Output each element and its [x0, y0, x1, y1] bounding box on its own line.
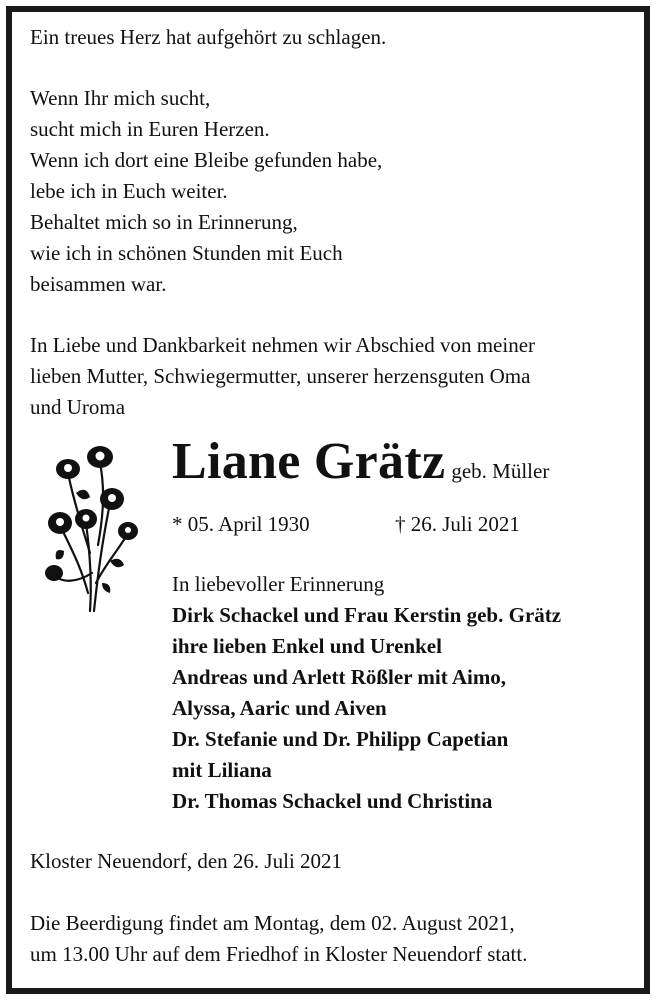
poem-line: sucht mich in Euren Herzen. — [30, 117, 270, 141]
mourner-line: ihre lieben Enkel und Urenkel — [172, 634, 442, 658]
memory-section — [172, 569, 561, 817]
birth-date: * 05. April 1930 — [172, 512, 310, 536]
mourner-line: Alyssa, Aaric und Aiven — [172, 696, 387, 720]
poem-line: Wenn ich dort eine Bleibe gefunden habe, — [30, 148, 383, 172]
place-date: Kloster Neuendorf, den 26. Juli 2021 — [30, 849, 343, 873]
poem-line: Behaltet mich so in Erinnerung, — [30, 210, 298, 234]
mourner-line: Andreas und Arlett Rößler mit Aimo, — [172, 665, 507, 689]
death-date: † 26. Juli 2021 — [395, 512, 520, 536]
farewell-line: und Uroma — [30, 395, 126, 419]
farewell-text — [30, 330, 630, 423]
poem-line: wie ich in schönen Stunden mit Euch — [30, 241, 343, 265]
mourner-line: mit Liliana — [172, 758, 272, 782]
farewell-line: In Liebe und Dankbarkeit nehmen wir Abschied von meiner — [30, 333, 536, 357]
poem-line: Wenn Ihr mich sucht, — [30, 86, 211, 110]
poem-line: lebe ich in Euch weiter. — [30, 179, 228, 203]
farewell-line: lieben Mutter, Schwiegermutter, unserer herzensguten Oma — [30, 364, 531, 388]
mourner-line: Dirk Schackel und Frau Kerstin geb. Grätz — [172, 603, 562, 627]
funeral-line: um 13.00 Uhr auf dem Friedhof in Kloster Neuendorf statt. — [30, 942, 528, 966]
obituary-content — [30, 22, 630, 893]
memory-intro: In liebevoller Erinnerung — [172, 572, 385, 596]
deceased-name: Liane Grätz — [172, 433, 446, 490]
name-block — [30, 423, 630, 893]
maiden-name: geb. Müller — [451, 459, 550, 483]
deceased-name-line — [172, 431, 549, 493]
mourner-line: Dr. Thomas Schackel und Christina — [172, 789, 493, 813]
poem — [30, 83, 630, 300]
rose-bouquet-icon — [40, 433, 140, 618]
poem-line: beisammen war. — [30, 272, 167, 296]
mourners-list — [172, 600, 561, 817]
funeral-line: Die Beerdigung findet am Montag, dem 02. August 2021, — [30, 911, 515, 935]
opening-line: Ein treues Herz hat aufgehört zu schlagen. — [30, 25, 387, 49]
mourner-line: Dr. Stefanie und Dr. Philipp Capetian — [172, 727, 509, 751]
life-dates — [172, 509, 520, 540]
